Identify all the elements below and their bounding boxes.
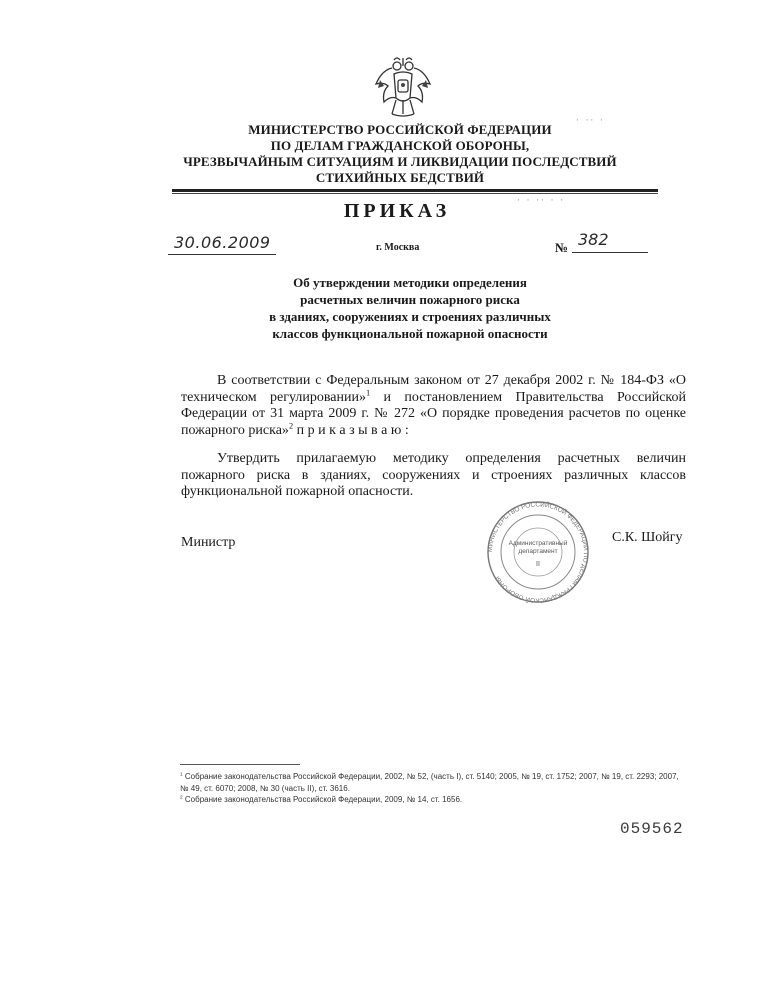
- preamble-text-c: п р и к а з ы в а ю :: [293, 422, 409, 438]
- signatory-position: Министр: [181, 535, 236, 550]
- seal-inner-line-3: II: [536, 561, 540, 568]
- footnotes: [180, 771, 680, 806]
- document-type-heading: ПРИКАЗ: [343, 200, 451, 222]
- number-underline: [572, 252, 648, 253]
- header-divider: [172, 189, 658, 192]
- preamble-paragraph: [181, 373, 686, 439]
- order-paragraph: [181, 451, 686, 501]
- double-headed-eagle-icon: [372, 54, 434, 120]
- header-divider-thin: [172, 193, 658, 194]
- title-line: Об утверждении методики определения: [293, 275, 527, 290]
- footnote-ref-1: 1: [365, 387, 371, 397]
- footnote-text: Собрание законодательства Российской Федерации, 2009, № 14, ст. 1656.: [184, 795, 463, 804]
- ministry-line-1: МИНИСТЕРСТВО РОССИЙСКОЙ ФЕДЕРАЦИИ: [248, 122, 552, 137]
- order-title: [260, 274, 560, 342]
- footnote-text: Собрание законодательства Российской Федерации, 2002, № 52, (часть I), ст. 5140; 2005, № 19, ст. 1752; 2007, № 19, ст. 2293; 2007, № 49, ст. 6070; 2008, № 30 (часть II), ст. 3616.: [180, 772, 679, 793]
- ministry-line-2: ПО ДЕЛАМ ГРАЖДАНСКОЙ ОБОРОНЫ,: [270, 138, 530, 153]
- footnote-1: [180, 771, 680, 794]
- title-line: в зданиях, сооружениях и строениях различных: [269, 309, 551, 324]
- order-number: 382: [578, 230, 609, 249]
- preamble-text-b: и постановлением Правительства Российской Федерации от 31 марта 2009 г. № 272 «О порядке проведения расчетов по оценке пожарного риска»: [181, 389, 686, 438]
- seal-inner-line-1: Административный: [508, 540, 568, 547]
- scan-artifact: · · ·· · ·: [516, 196, 565, 205]
- seal-outer-text: МИНИСТЕРСТВО РОССИЙСКОЙ ФЕДЕРАЦИИ ПО ДЕЛАМ ГРАЖДАНСКОЙ ОБОРОНЫ: [486, 501, 590, 604]
- footnote-2: [180, 794, 680, 806]
- ministry-line-3: ЧРЕЗВЫЧАЙНЫМ СИТУАЦИЯМ И ЛИКВИДАЦИИ ПОСЛЕДСТВИЙ: [183, 154, 617, 169]
- title-line: классов функциональной пожарной опасности: [272, 326, 548, 341]
- seal-inner-line-2: департамент: [518, 548, 558, 555]
- footnote-ref-2: 2: [288, 420, 294, 430]
- footnote-mark: 2: [180, 795, 183, 801]
- scan-artifact: · ·· ·: [575, 116, 604, 125]
- order-date: 30.06.2009: [174, 233, 271, 252]
- ministry-line-4: СТИХИЙНЫХ БЕДСТВИЙ: [315, 170, 485, 185]
- signatory-name: С.К. Шойгу: [612, 530, 683, 545]
- title-line: расчетных величин пожарного риска: [300, 292, 520, 307]
- order-text: Утвердить прилагаемую методику определения расчетных величин пожарного риска в зданиях, сооружениях и строениях различных классов функциональной пожарной опасности.: [181, 451, 686, 499]
- preamble-text-a: В соответствии с Федеральным законом от 27 декабря 2002 г. № 184-ФЗ «О техническом регулировании»: [181, 373, 686, 405]
- footnote-divider: [180, 764, 300, 765]
- date-underline: [168, 254, 276, 255]
- serial-number-stamp: 059562: [620, 820, 684, 838]
- order-number-label: №: [555, 240, 569, 255]
- footnote-mark: 1: [180, 772, 183, 778]
- official-seal: [478, 500, 598, 604]
- order-city: г. Москва: [376, 242, 420, 253]
